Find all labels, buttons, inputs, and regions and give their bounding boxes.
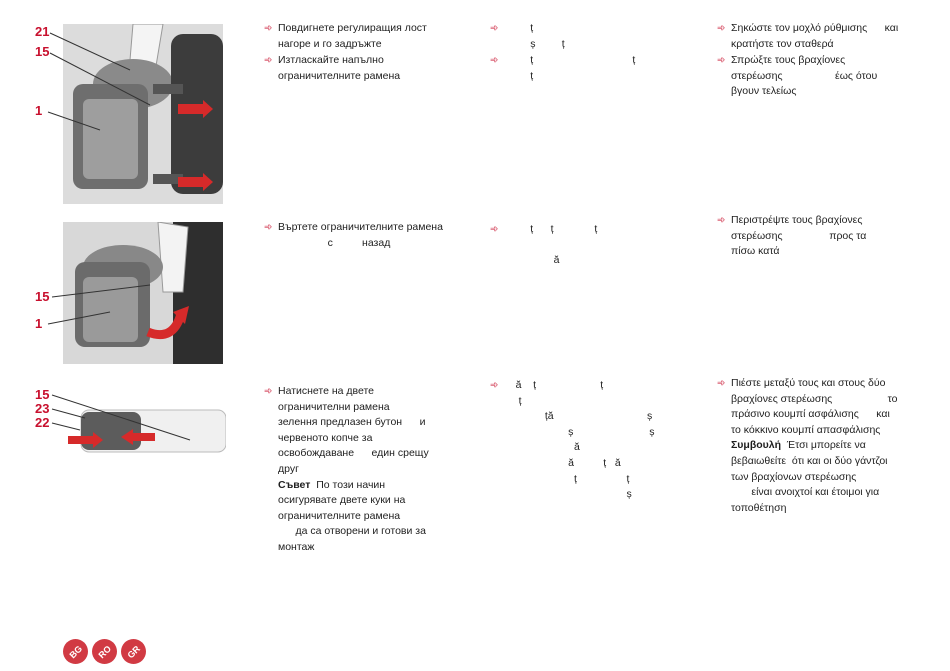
column-ro-section-3 xyxy=(490,378,695,504)
figure-3-photo xyxy=(63,408,226,454)
instruction-step xyxy=(717,53,922,100)
callout-label: 15 xyxy=(35,387,50,402)
step-text-line: ă xyxy=(504,441,580,454)
tip-label: Συμβουλή xyxy=(731,439,782,452)
instruction-step xyxy=(717,213,922,260)
step-text: Σηκώστε τον μοχλό ρύθμισης και κρατήστε τον σταθερά xyxy=(731,22,899,50)
arrow-bullet-icon: ➾ xyxy=(264,55,273,67)
instruction-step xyxy=(264,220,469,251)
tip-label: Съвет xyxy=(278,478,311,491)
instruction-step xyxy=(717,21,922,52)
arrow-bullet-icon: ➾ xyxy=(264,23,273,34)
step-text-line: ă ț ă xyxy=(504,456,621,469)
arrow-bullet-icon: ➾ xyxy=(717,23,726,34)
step-text-line: ț ț xyxy=(504,472,630,485)
step-text: Изтласкайте напълно ограничителните рамена xyxy=(278,54,401,82)
arrow-bullet-icon: ➾ xyxy=(717,215,726,226)
instruction-step xyxy=(490,53,695,84)
step-text-line xyxy=(504,238,695,254)
arrow-bullet-icon: ➾ xyxy=(490,55,499,67)
callout-label: 21 xyxy=(35,24,50,39)
arrow-bullet-icon: ➾ xyxy=(717,378,726,389)
callout-label: 22 xyxy=(35,415,50,430)
step-text: Въртете ограничителните рамена с назад xyxy=(278,221,443,249)
instruction-step xyxy=(490,21,695,52)
step-text-line: ță ș xyxy=(504,410,653,423)
callout-label: 15 xyxy=(35,44,50,59)
arrow-bullet-icon: ➾ xyxy=(490,380,499,391)
step-text: Πιέστε μεταξύ τους και στους δύο βραχίονες στερέωσης το πράσινο κουμπί ασφάλισης και το κόκκινο κουμπί απασφάλισης xyxy=(731,377,898,436)
arrow-bullet-icon: ➾ xyxy=(264,222,273,233)
arrow-bullet-icon: ➾ xyxy=(717,55,726,67)
step-text: Σπρώξτε τους βραχίονες στερέωσης έως ότου βγουν τελείως xyxy=(731,54,878,98)
arrow-bullet-icon: ➾ xyxy=(490,224,499,235)
step-text-line: ș ț xyxy=(504,37,565,50)
arrow-bullet-icon: ➾ xyxy=(264,386,273,397)
callout-label: 1 xyxy=(35,103,43,118)
column-bg-section-3 xyxy=(264,384,469,557)
instruction-step xyxy=(264,21,469,52)
instruction-step xyxy=(264,53,469,84)
column-ro-section-1 xyxy=(490,21,695,85)
callout-label: 1 xyxy=(35,316,43,331)
arrow-bullet-icon: ➾ xyxy=(490,23,499,34)
callout-label: 23 xyxy=(35,401,50,416)
step-text: Повдигнете регулиращия лост нагоре и го задръжте xyxy=(278,22,427,50)
instruction-step xyxy=(490,378,695,503)
step-text: Натиснете на двете ограничителни рамена зелення предлазен бутон и червеното копче за освобождаване един срещу друг xyxy=(278,385,429,475)
column-ro-section-2 xyxy=(490,222,695,270)
instruction-step xyxy=(490,222,695,269)
column-gr-section-1 xyxy=(717,21,922,101)
language-badge-bg: BG xyxy=(63,639,88,664)
step-text-line: ș ș xyxy=(504,425,655,438)
step-text: Περιστρέψτε τους βραχίονες στερέωσης προς τα πίσω κατά xyxy=(731,214,867,258)
instruction-step xyxy=(717,376,922,516)
tip-text: Έτσι μπορείτε να βεβαιωθείτε ότι και οι δύο γάντζοι των βραχίονων στερέωσης είναι ανοιχτοί και έτοιμοι για τοποθέτηση xyxy=(731,439,888,514)
callout-label: 15 xyxy=(35,289,50,304)
step-text-line: ș xyxy=(504,488,632,501)
step-text-line: ă xyxy=(504,254,560,267)
step-text-line: ț ț ț xyxy=(504,223,598,235)
column-bg-section-2 xyxy=(264,220,469,252)
column-gr-section-3 xyxy=(717,376,922,517)
step-text-line: ț xyxy=(504,22,534,34)
column-bg-section-1 xyxy=(264,21,469,85)
language-badge-ro: RO xyxy=(92,639,117,664)
step-text-line: ț xyxy=(504,394,522,407)
figure-2-photo xyxy=(63,222,223,364)
step-text-line: ț ț xyxy=(504,54,636,67)
figure-1-photo xyxy=(63,24,223,204)
step-text-line: ă ț ț xyxy=(504,379,604,391)
tip-text: По този начин осигурявате двете куки на ограничителните рамена да са отворени и готови за монтаж xyxy=(278,478,426,553)
instruction-step xyxy=(264,384,469,556)
column-gr-section-2 xyxy=(717,213,922,261)
step-text-line: ț xyxy=(504,69,534,82)
language-badge-gr: GR xyxy=(121,639,146,664)
